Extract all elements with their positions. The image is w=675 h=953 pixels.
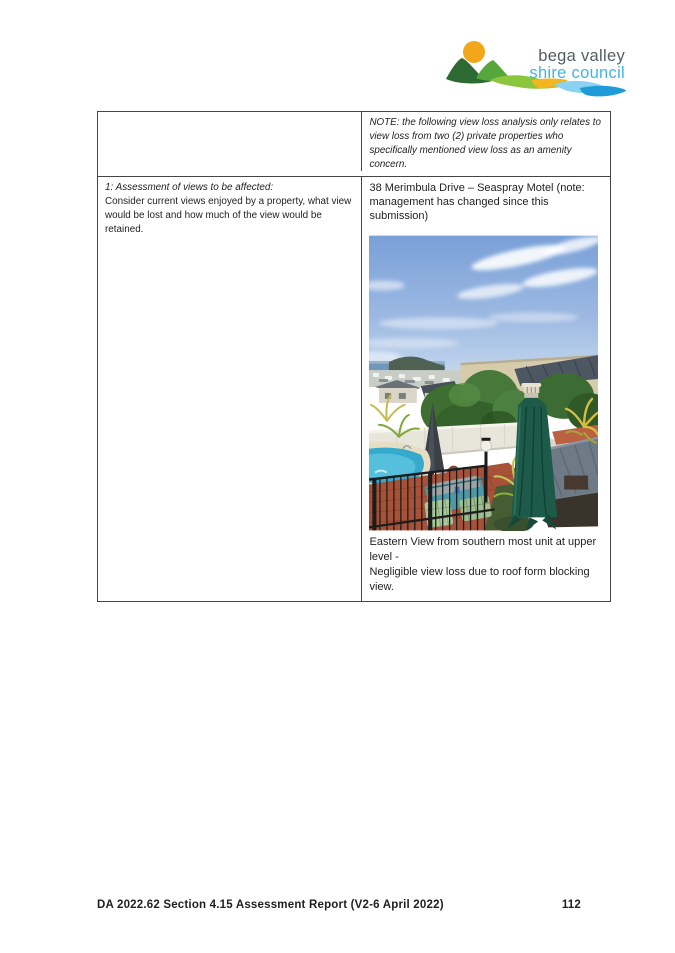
logo-text-line1: bega valley [538, 47, 625, 65]
footer-report-title: DA 2022.62 Section 4.15 Assessment Report (V2-6 April 2022) [97, 899, 444, 911]
table-row-assessment [98, 176, 610, 601]
council-logo-graphic [445, 36, 627, 102]
photo-caption [369, 535, 603, 595]
criteria-cell [98, 177, 362, 601]
note-row-empty-cell [98, 112, 362, 171]
logo-sun-icon [463, 41, 485, 63]
criteria-body: Consider current views enjoyed by a property, what view would be lost and how much of the view would be retained. [105, 195, 352, 235]
page-footer [97, 899, 611, 911]
footer-page-number: 112 [561, 899, 581, 911]
logo-text-line2: shire council [529, 64, 625, 82]
criteria-heading: 1: Assessment of views to be affected: [105, 181, 274, 193]
note-row-text-cell [362, 112, 610, 176]
photo-caption-line2: Negligible view loss due to roof form blocking view. [369, 565, 590, 593]
view-loss-assessment-table [97, 111, 611, 602]
view-loss-note-text: NOTE: the following view loss analysis only relates to view loss from two (2) private properties who specifically mentioned view loss as an amenity concern. [369, 117, 601, 170]
council-logo-icon [445, 36, 627, 102]
eastern-view-photo [369, 235, 598, 531]
response-heading: 38 Merimbula Drive – Seaspray Motel (note: management has changed since this submission) [369, 181, 585, 223]
eastern-view-photo-graphic [369, 235, 598, 531]
response-cell [362, 177, 610, 601]
photo-caption-line1: Eastern View from southern most unit at upper level - [369, 535, 597, 563]
table-row-note [98, 112, 610, 176]
